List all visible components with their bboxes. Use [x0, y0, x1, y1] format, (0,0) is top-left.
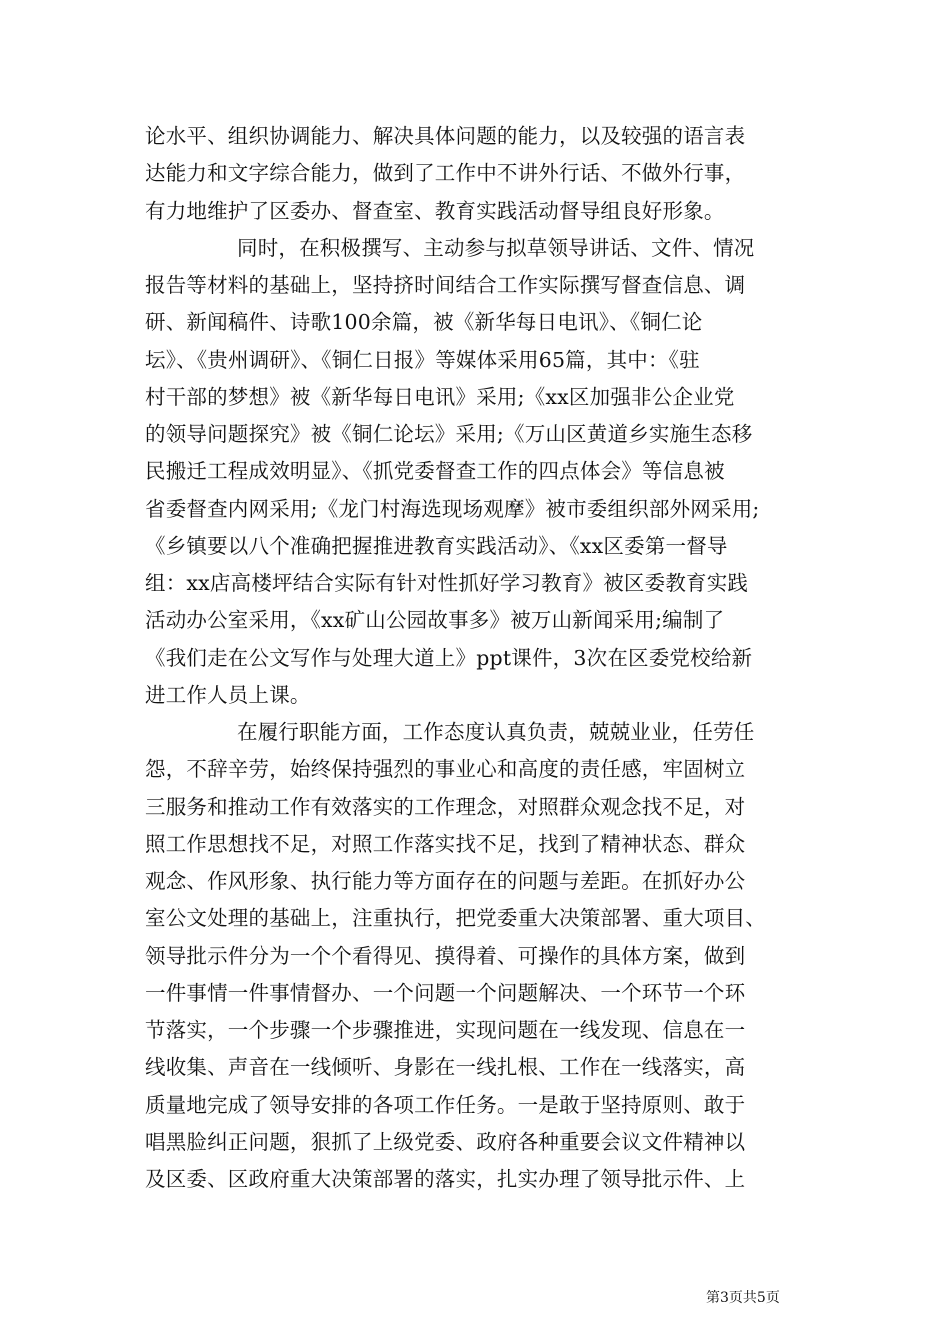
paragraph-start-line: 在履行职能方面，工作态度认真负责，兢兢业业，任劳任: [237, 720, 755, 744]
text-line: 坛》、《贵州调研》、《铜仁日报》等媒体采用65篇，其中：《驻: [145, 348, 700, 372]
text-line: 活动办公室采用，《xx矿山公园故事多》被万山新闻采用;编制了: [145, 608, 725, 632]
text-line: 《乡镇要以八个准确把握推进教育实践活动》、《xx区委第一督导: [145, 534, 728, 558]
text-line: 组：xx店高楼坪结合实际有针对性抓好学习教育》被区委教育实践: [145, 571, 749, 595]
text-line: 节落实，一个步骤一个步骤推进，实现问题在一线发现、信息在一: [145, 1018, 746, 1042]
text-line: 质量地完成了领导安排的各项工作任务。一是敢于坚持原则、敢于: [145, 1093, 746, 1117]
text-line: 的领导问题探究》被《铜仁论坛》采用;《万山区黄道乡实施生态移: [145, 422, 753, 446]
text-line: 及区委、区政府重大决策部署的落实，扎实办理了领导批示件、上: [145, 1167, 746, 1191]
text-line: 唱黑脸纠正问题，狠抓了上级党委、政府各种重要会议文件精神以: [145, 1130, 746, 1154]
text-line: 民搬迁工程成效明显》、《抓党委督查工作的四点体会》等信息被: [145, 459, 725, 483]
text-line: 《我们走在公文写作与处理大道上》ppt课件，3次在区委党校给新: [145, 646, 753, 670]
text-line: 进工作人员上课。: [145, 683, 311, 707]
text-line: 线收集、声音在一线倾听、身影在一线扎根、工作在一线落实，高: [145, 1055, 746, 1079]
text-line: 有力地维护了区委办、督查室、教育实践活动督导组良好形象。: [145, 199, 725, 223]
text-line: 研、新闻稿件、诗歌100余篇，被《新华每日电讯》、《铜仁论: [145, 310, 703, 334]
text-line: 领导批示件分为一个个看得见、摸得着、可操作的具体方案，做到: [145, 944, 746, 968]
text-line: 一件事情一件事情督办、一个问题一个问题解决、一个环节一个环: [145, 981, 746, 1005]
text-line: 报告等材料的基础上，坚持挤时间结合工作实际撰写督查信息、调: [145, 273, 746, 297]
text-line: 三服务和推动工作有效落实的工作理念，对照群众观念找不足，对: [145, 795, 746, 819]
text-line: 达能力和文字综合能力，做到了工作中不讲外行话、不做外行事，: [145, 161, 746, 185]
paragraph-start-line: 同时，在积极撰写、主动参与拟草领导讲话、文件、情况: [237, 236, 755, 260]
text-line: 省委督查内网采用;《龙门村海选现场观摩》被市委组织部外网采用;: [145, 497, 760, 521]
text-line: 照工作思想找不足，对照工作落实找不足，找到了精神状态、群众: [145, 832, 746, 856]
text-line: 论水平、组织协调能力、解决具体问题的能力，以及较强的语言表: [145, 124, 746, 148]
text-line: 室公文处理的基础上，注重执行，把党委重大决策部署、重大项目、: [145, 906, 766, 930]
text-line: 村干部的梦想》被《新华每日电讯》采用;《xx区加强非公企业党: [145, 385, 735, 409]
text-line: 观念、作风形象、执行能力等方面存在的问题与差距。在抓好办公: [145, 869, 746, 893]
text-line: 怨，不辞辛劳，始终保持强烈的事业心和高度的责任感，牢固树立: [145, 757, 746, 781]
page-number-footer: 第3页共5页: [706, 1290, 780, 1306]
